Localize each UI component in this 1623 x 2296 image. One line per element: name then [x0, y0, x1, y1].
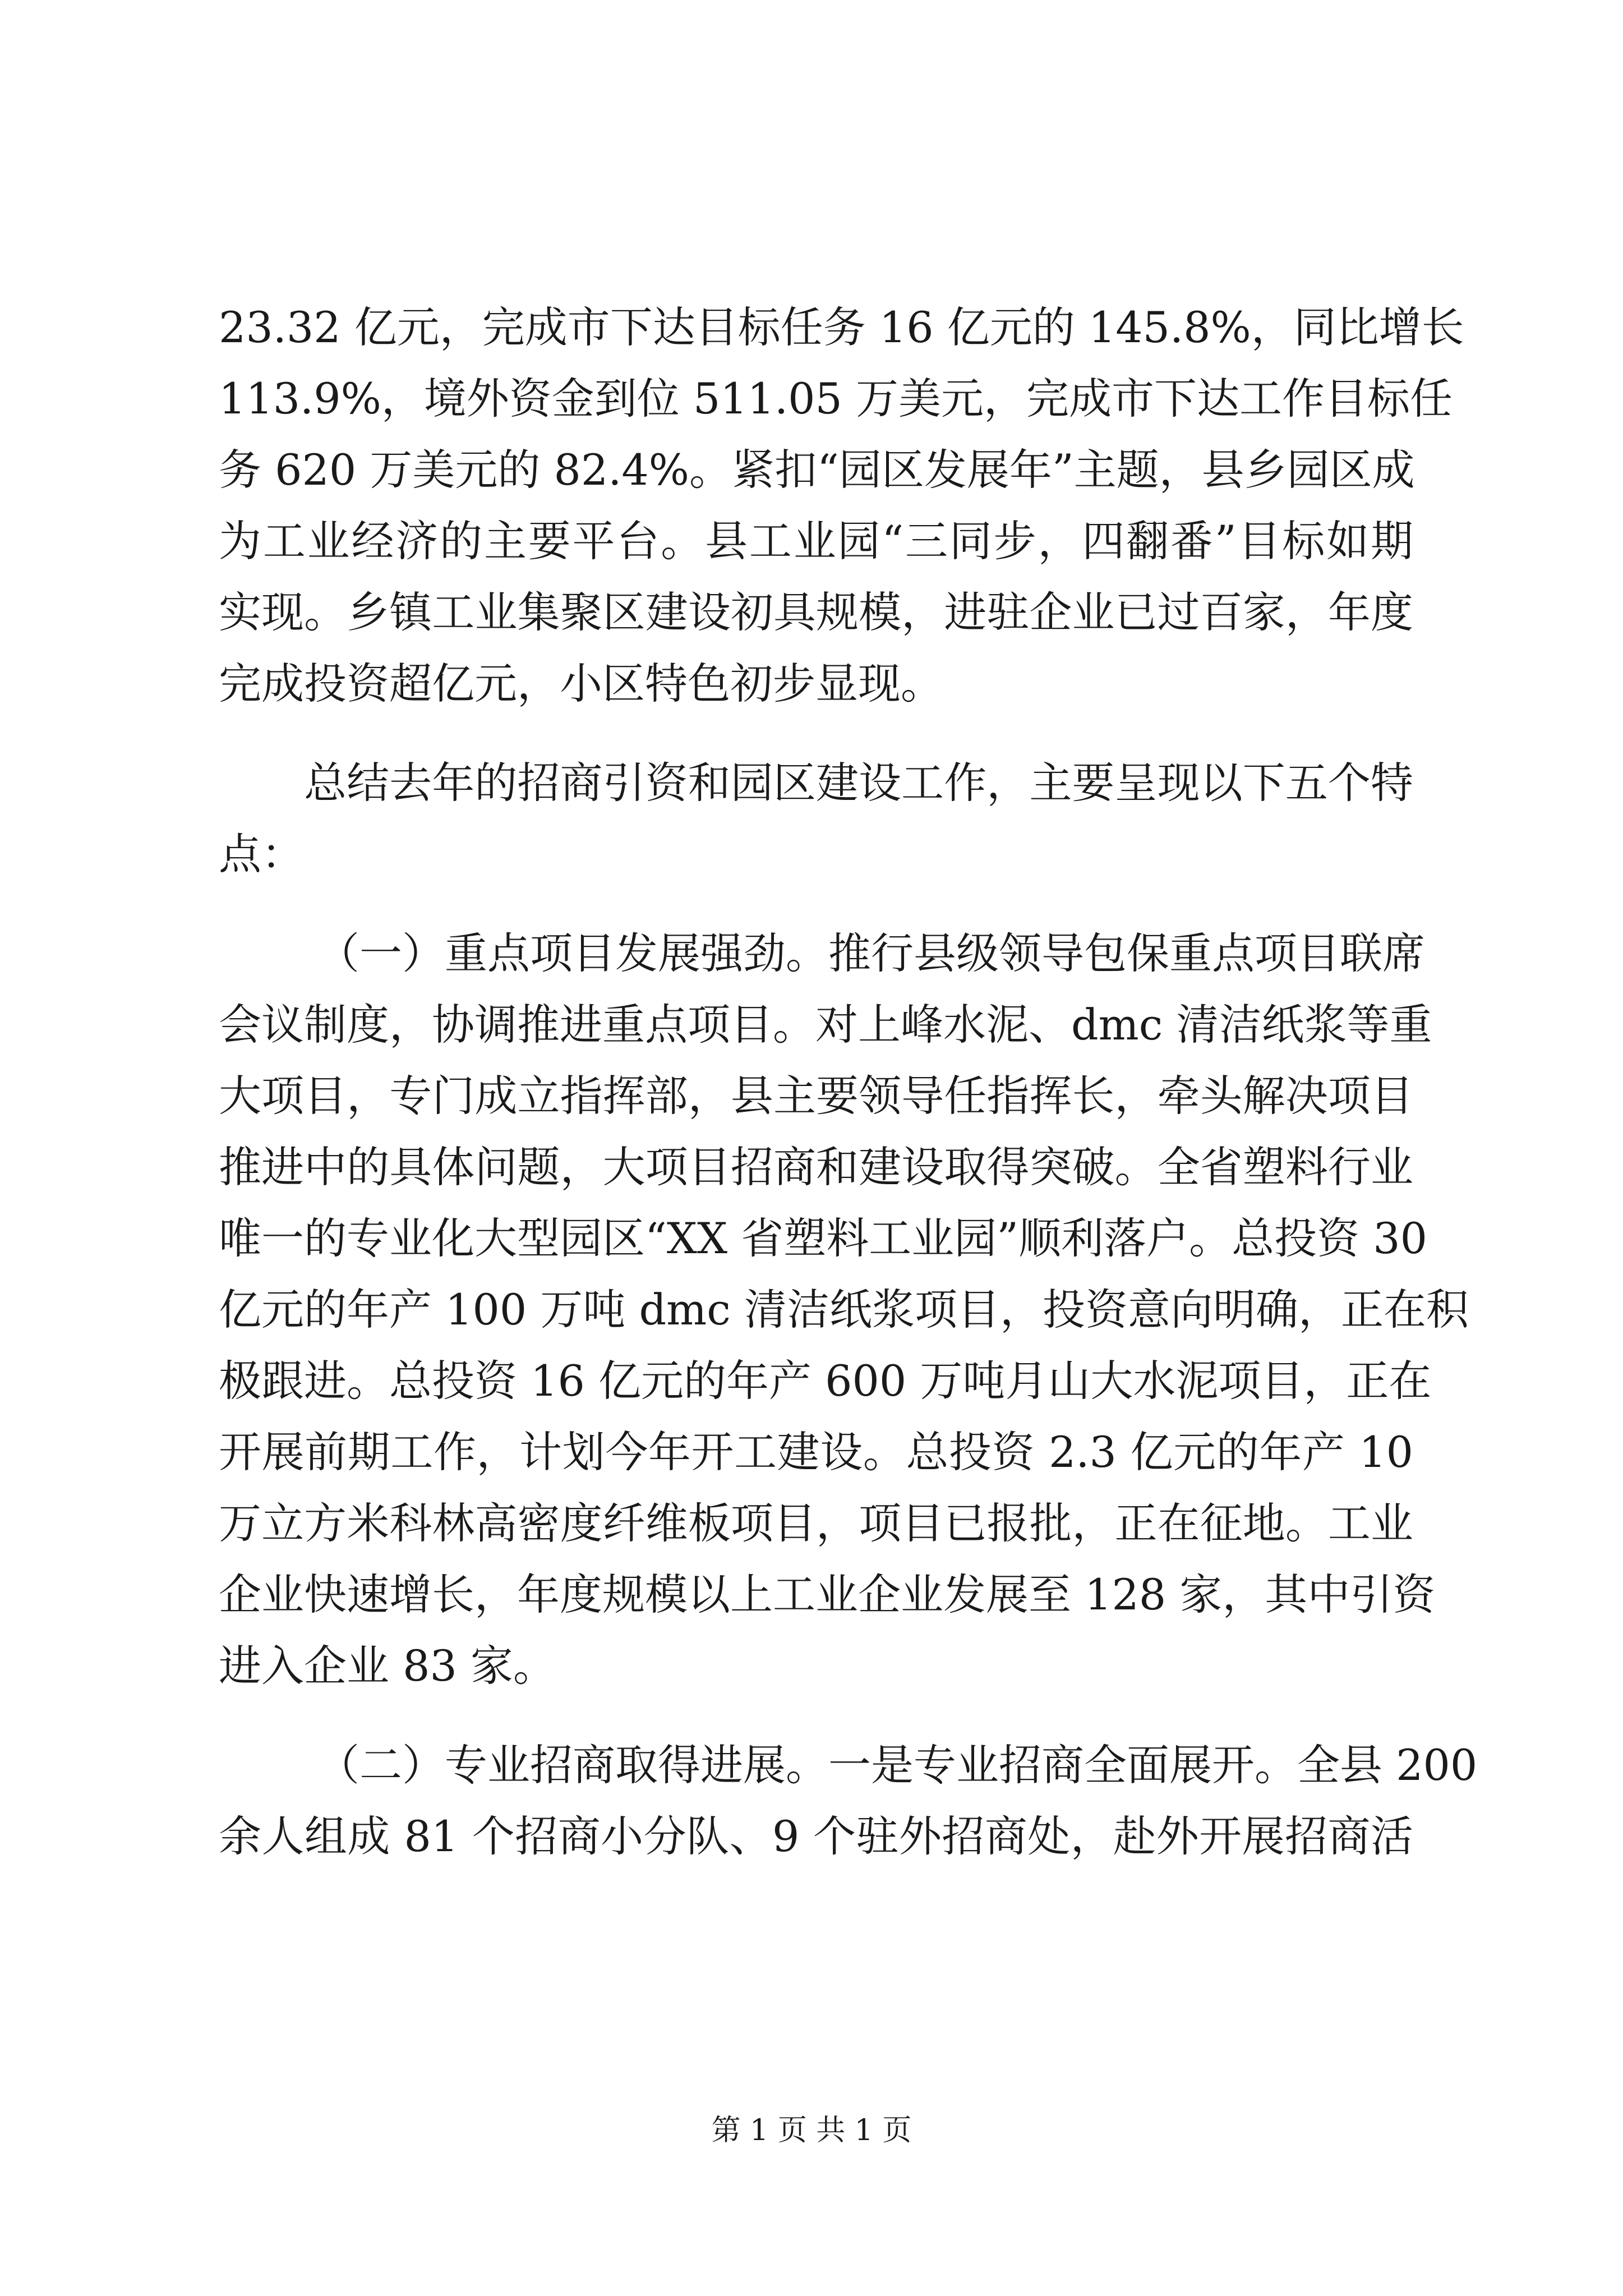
text-line: 大项目，专门成立指挥部，县主要领导任指挥长，牵头解决项目	[219, 1071, 1413, 1121]
text-line: 极跟进。总投资 16 亿元的年产 600 万吨月山大水泥项目，正在	[219, 1356, 1432, 1406]
text-line: 会议制度，协调推进重点项目。对上峰水泥、dmc 清洁纸浆等重	[219, 1000, 1432, 1050]
paragraph-2	[219, 747, 1413, 890]
text-line: 点：	[219, 829, 304, 879]
paragraph-3	[219, 918, 1469, 1701]
text-line: 完成投资超亿元，小区特色初步显现。	[219, 659, 943, 708]
text-line: 为工业经济的主要平台。县工业园“三同步，四翻番”目标如期	[219, 516, 1413, 566]
text-line: （二）专业招商取得进展。一是专业招商全面展开。全县 200	[317, 1740, 1478, 1790]
text-line: 亿元的年产 100 万吨 dmc 清洁纸浆项目，投资意向明确，正在积	[219, 1285, 1469, 1335]
text-line: 余人组成 81 个招商小分队、9 个驻外招商处，赴外开展招商活	[219, 1811, 1413, 1861]
text-line: 23.32 亿元，完成市下达目标任务 16 亿元的 145.8%，同比增长	[219, 302, 1464, 352]
paragraph-1	[219, 292, 1464, 719]
page-footer: 第 1 页 共 1 页	[711, 2114, 912, 2147]
text-line: 企业快速增长，年度规模以上工业企业发展至 128 家，其中引资	[219, 1570, 1436, 1619]
text-line: 总结去年的招商引资和园区建设工作，主要呈现以下五个特	[304, 758, 1413, 808]
text-line: 113.9%，境外资金到位 511.05 万美元，完成市下达工作目标任	[219, 374, 1453, 424]
text-line: 务 620 万美元的 82.4%。紧扣“园区发展年”主题，县乡园区成	[219, 445, 1415, 495]
paragraph-4	[219, 1729, 1478, 1872]
text-line: 实现。乡镇工业集聚区建设初具规模，进驻企业已过百家，年度	[219, 587, 1413, 637]
document-body	[219, 292, 1478, 1872]
text-line: （一）重点项目发展强劲。推行县级领导包保重点项目联席	[317, 928, 1425, 978]
text-line: 进入企业 83 家。	[219, 1641, 556, 1691]
text-line: 推进中的具体问题，大项目招商和建设取得突破。全省塑料行业	[219, 1142, 1413, 1192]
text-line: 唯一的专业化大型园区“XX 省塑料工业园”顺利落户。总投资 30	[219, 1213, 1427, 1263]
text-line: 万立方米科林高密度纤维板项目，项目已报批，正在征地。工业	[219, 1498, 1413, 1548]
text-line: 开展前期工作，计划今年开工建设。总投资 2.3 亿元的年产 10	[219, 1427, 1413, 1477]
